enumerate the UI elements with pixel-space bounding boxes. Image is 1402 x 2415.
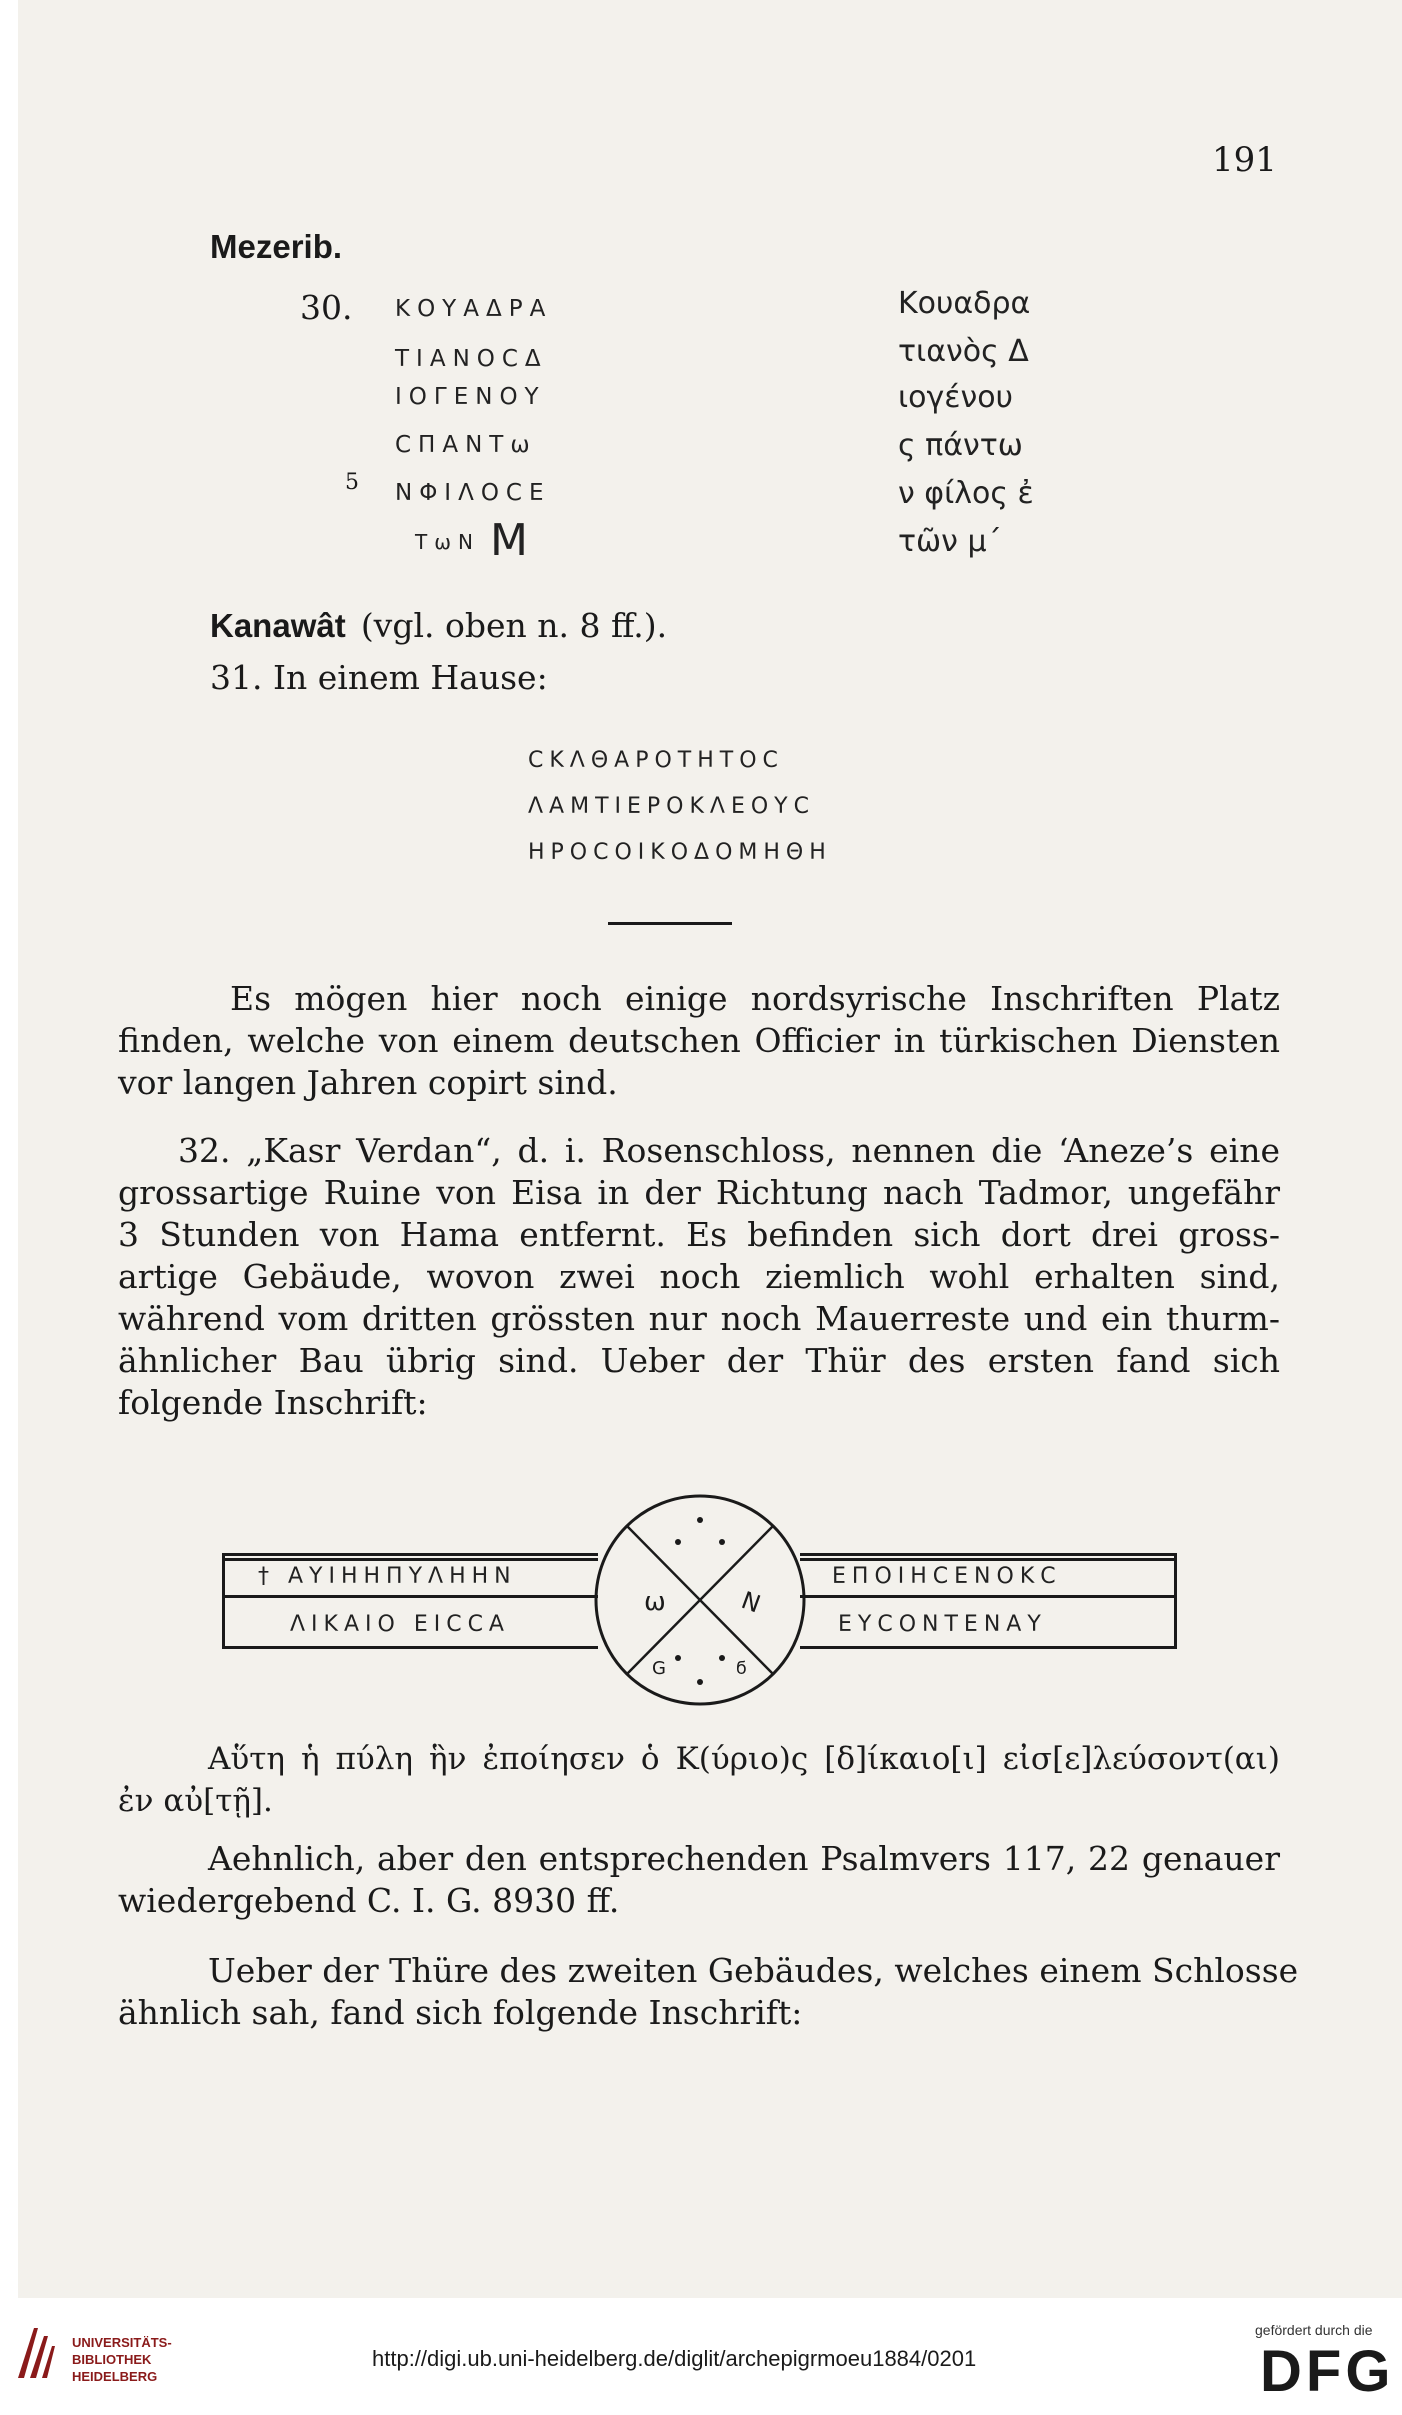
library-logo-icon (14, 2322, 56, 2382)
box-right-bottom-text: ΕΥCΟΝΤΕΝΑΥ (838, 1612, 1047, 1637)
emblem-dot (675, 1539, 681, 1545)
entry-number-30: 30. (300, 288, 353, 327)
text-line: Es mögen hier noch einige nordsyrische Inschriften Platz (230, 979, 1280, 1018)
library-line: HEIDELBERG (72, 2369, 158, 2384)
transcription-line-3: ιογένου (898, 380, 1013, 415)
box-left-bottom-text: ΛΙΚΑΙΟ ΕΙCCΑ (290, 1612, 510, 1637)
page-number: 191 (1212, 140, 1277, 180)
emblem-letter-bottom-left: G (652, 1658, 666, 1679)
transcription-line-5: ν φίλος ἐ (898, 476, 1034, 511)
box-bottom-line-left (222, 1646, 598, 1649)
paragraph-zweites-gebaeude (118, 1950, 1299, 2034)
line-marker-5: 5 (345, 470, 359, 495)
kanawat-heading-row (210, 606, 667, 645)
paragraph-intro-nordsyrisch (118, 978, 1280, 1104)
transcription-line-1: Κουαδρα (898, 286, 1031, 321)
emblem-letter-left: ω (644, 1587, 666, 1617)
box-top-line-right (800, 1553, 1177, 1556)
transcription-line-4: ς πάντω (898, 428, 1023, 463)
kanawat-reference: (vgl. oben n. 8 ff.). (360, 606, 668, 645)
text-line: 32. „Kasr Verdan“, d. i. Rosenschloss, nennen die ‘Aneze’s eine (178, 1131, 1280, 1170)
text-line: wiedergebend C. I. G. 8930 ff. (118, 1881, 620, 1920)
transcription-line-2: τιανὸς Δ (898, 334, 1029, 369)
text-line: Αὕτη ἡ πύλη ἣν ἐποίησεν ὁ Κ(ύριο)ς [δ]ίκαιο[ι] εἰσ[ε]λεύσοντ(αι) (208, 1741, 1280, 1777)
paragraph-kasr-verdan (118, 1130, 1280, 1424)
funded-by-label: gefördert durch die (1255, 2322, 1373, 2338)
box-bottom-line-right (800, 1646, 1177, 1649)
box-right-edge (1174, 1553, 1177, 1649)
kanawat-inscription-line-3: ΗΡΟCΟΙΚΟΔΟΜΗΘΗ (528, 840, 832, 865)
box-mid-line-right (800, 1595, 1177, 1598)
emblem-dot (719, 1655, 725, 1661)
emblem-dot (719, 1539, 725, 1545)
text-line: ἐν αὐ[τῇ]. (118, 1783, 273, 1819)
section-heading-kanawat: Kanawât (210, 607, 346, 644)
text-line: Aehnlich, aber den entsprechenden Psalmvers 117, 22 genauer (208, 1839, 1280, 1878)
inscription-line-4: ϹΠΑΝΤω (395, 432, 537, 458)
text-line: artige Gebäude, wovon zwei noch ziemlich wohl erhalten sind, (118, 1257, 1280, 1296)
text-line: Ueber der Thüre des zweiten Gebäudes, welches einem Schlosse (208, 1951, 1299, 1990)
inscription-line-5: ΝΦΙΛΟϹΕ (395, 480, 551, 506)
emblem-dot (675, 1655, 681, 1661)
library-line: UNIVERSITÄTS- (72, 2335, 172, 2350)
emblem-letter-bottom-right: ϭ (736, 1658, 748, 1679)
text-line: ähnlicher Bau übrig sind. Ueber der Thür des ersten fand sich (118, 1341, 1280, 1380)
inscription-line-1: ΚΟΥΑΔΡΑ (395, 296, 553, 322)
inscription-line-2: ΤΙΑΝΟϹΔ (395, 346, 548, 372)
emblem-dot (697, 1517, 703, 1523)
text-line: vor langen Jahren copirt sind. (118, 1063, 618, 1102)
box-top-line-left-double (222, 1558, 598, 1561)
box-mid-line-left (222, 1595, 598, 1598)
source-url-link[interactable]: http://digi.ub.uni-heidelberg.de/diglit/archepigrmoeu1884/0201 (372, 2346, 977, 2371)
monogram-m: M (490, 515, 528, 566)
emblem-letter-right: Ν (737, 1586, 765, 1619)
library-name (72, 2334, 172, 2385)
box-right-top-text: ΕΠΟΙΗCΕΝΟΚC (832, 1564, 1062, 1589)
text-line: grossartige Ruine von Eisa in der Richtung nach Tadmor, ungefähr (118, 1173, 1280, 1212)
greek-reading (118, 1738, 1280, 1822)
inscription-line-3: ΙΟΓΕΝΟΥ (395, 384, 546, 410)
text-line: finden, welche von einem deutschen Officier in türkischen Diensten (118, 1021, 1280, 1060)
paragraph-psalmvers (118, 1838, 1280, 1922)
entry-31-intro: 31. In einem Hause: (210, 658, 548, 697)
transcription-line-6: τῶν μ΄ (898, 524, 1002, 559)
text-line: während vom dritten grössten nur noch Mauerreste und ein thurm- (118, 1299, 1280, 1338)
cross-circle-emblem (592, 1492, 808, 1708)
box-left-top-text: † ΑΥΙΗΗΠΥΛΗΗΝ (258, 1564, 517, 1589)
inscription-line-6: ΤωΝ (415, 530, 480, 554)
library-line: BIBLIOTHEK (72, 2352, 152, 2367)
box-left-edge (222, 1553, 225, 1649)
text-line: ähnlich sah, fand sich folgende Inschrift: (118, 1993, 803, 2032)
dfg-logo: DFG (1260, 2339, 1395, 2404)
text-line: folgende Inschrift: (118, 1383, 428, 1422)
section-divider (608, 922, 732, 925)
kanawat-inscription-line-1: CΚΛΘΑΡΟΤΗΤΟC (528, 748, 784, 773)
emblem-dot (697, 1679, 703, 1685)
text-line: 3 Stunden von Hama entfernt. Es befinden sich dort drei gross- (118, 1215, 1280, 1254)
box-top-line-right-double (800, 1558, 1177, 1561)
kanawat-inscription-line-2: ΛΑΜΤΙΕΡΟΚΛΕΟΥC (528, 794, 815, 819)
box-top-line-left (222, 1553, 598, 1556)
section-heading-mezerib: Mezerib. (210, 228, 343, 265)
